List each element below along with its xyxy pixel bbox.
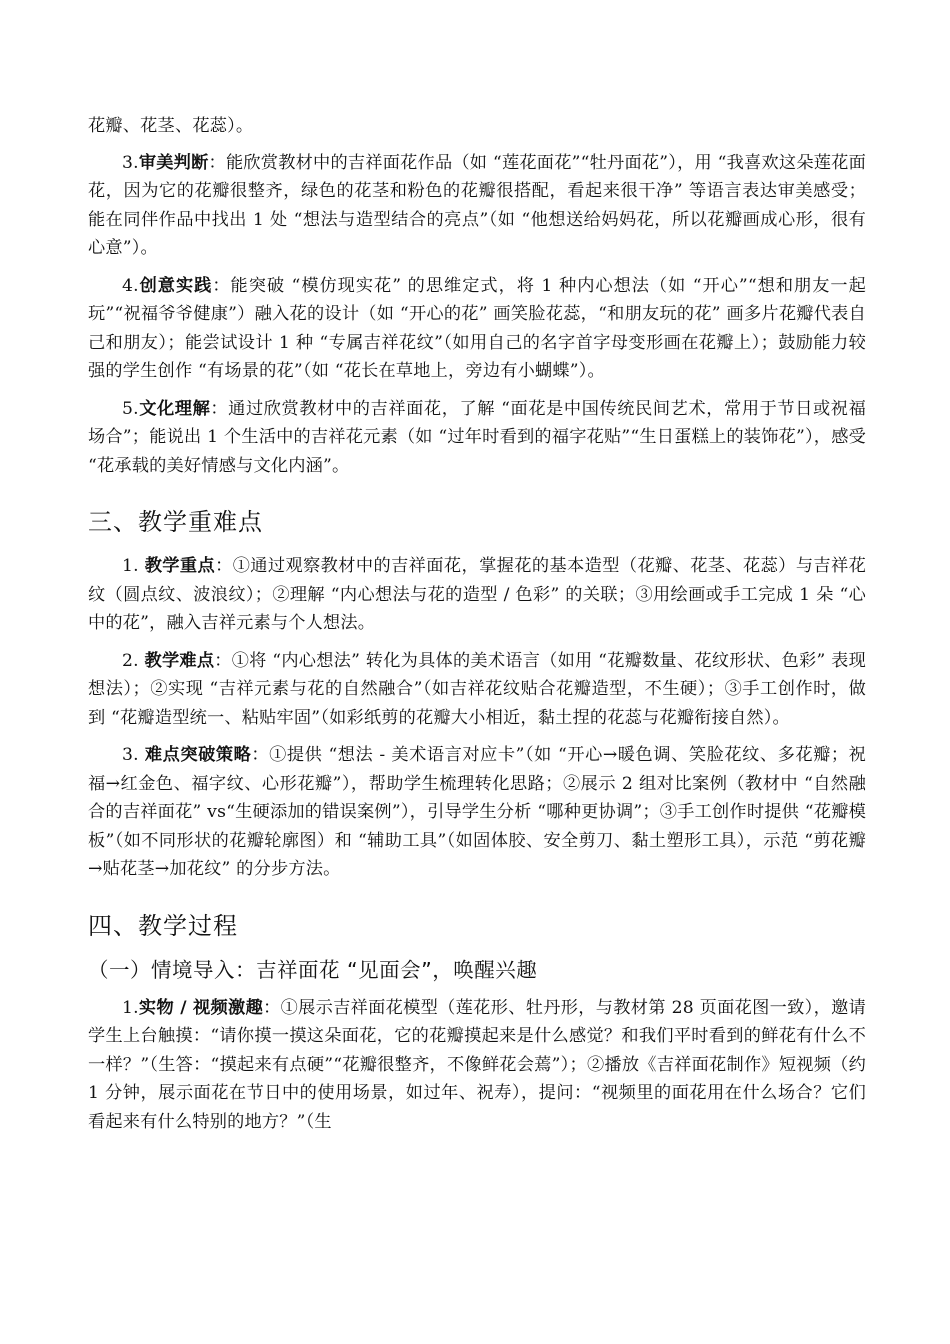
item-text: ：通过欣赏教材中的吉祥面花，了解 “面花是中国传统民间艺术，常用于节日或祝福场合”；能说出 1 个生活中的吉祥花元素（如 “过年时看到的福字花贴”“生日蛋糕上的装饰花”），感受 “花承载的美好情感与文化内涵”。 (88, 398, 866, 476)
item-text: ：①展示吉祥面花模型（莲花形、牡丹形，与教材第 28 页面花图一致），邀请学生上台触摸：“请你摸一摸这朵面花，它的花瓣摸起来是什么感觉？和我们平时看到的鲜花有什么不一样？”（生答：“摸起来有点硬”“花瓣很整齐，不像鲜花会蔫”）；②播放《吉祥面花制作》短视频（约 1 分钟，展示面花在节日中的使用场景，如过年、祝寿），提问：“视频里的面花用在什么场合？它们看起来有什么特别的地方？”（生 (88, 997, 866, 1132)
objective-item-creative (88, 272, 866, 386)
item-number: 1. (122, 556, 145, 576)
item-label: 创意实践 (138, 275, 213, 296)
item-label: 文化理解 (138, 398, 211, 419)
objective-item-culture (88, 395, 866, 481)
item-number: 4. (122, 275, 139, 296)
key-point-item (88, 552, 866, 638)
item-text: ：能突破 “模仿现实花” 的思维定式，将 1 种内心想法（如 “开心”“想和朋友一起玩”“祝福爷爷健康”）融入花的设计（如 “开心的花” 画笑脸花蕊，“和朋友玩的花” 画多片花瓣代表自己和朋友）；能尝试设计 1 种 “专属吉祥花纹”（如用自己的名字首字母变形画在花瓣上）；鼓励能力较强的学生创作 “有场景的花”（如 “花长在草地上，旁边有小蝴蝶”）。 (88, 275, 866, 381)
section-heading-key-points: 三、教学重难点 (88, 508, 263, 536)
item-number: 3. (122, 152, 139, 173)
item-number: 2. (122, 650, 145, 671)
strategy-item (88, 741, 866, 884)
item-text: ：①将 “内心想法” 转化为具体的美术语言（如用 “花瓣数量、花纹形状、色彩” 表现想法）；②实现 “吉祥元素与花的自然融合”（如吉祥花纹贴合花瓣造型，不生硬）；③手工创作时，做到 “花瓣造型统一、粘贴牢固”（如彩纸剪的花瓣大小相近，黏土捏的花蕊与花瓣衔接自然）。 (88, 650, 866, 728)
item-label: 难点突破策略 (144, 745, 252, 765)
item-label: 教学重点 (144, 556, 216, 576)
process-item (88, 994, 866, 1137)
item-label: 教学难点 (144, 650, 215, 671)
objective-item-aesthetic (88, 149, 866, 263)
document-page (88, 112, 866, 1145)
item-number: 5. (122, 398, 139, 419)
item-label: 实物 / 视频激趣 (138, 997, 264, 1018)
sub-heading-intro: （一）情境导入：吉祥面花 “见面会”，唤醒兴趣 (88, 957, 538, 982)
continuation-text: 花瓣、花茎、花蕊）。 (88, 116, 254, 136)
item-number: 1. (122, 997, 139, 1018)
item-text: ：①通过观察教材中的吉祥面花，掌握花的基本造型（花瓣、花茎、花蕊）与吉祥花纹（圆点纹、波浪纹）；②理解 “内心想法与花的造型 / 色彩” 的关联；③用绘画或手工完成 1 朵 “心中的花”，融入吉祥元素与个人想法。 (88, 556, 867, 633)
item-text: ：能欣赏教材中的吉祥面花作品（如 “莲花面花”“牡丹面花”），用 “我喜欢这朵莲花面花，因为它的花瓣很整齐，绿色的花茎和粉色的花瓣很搭配，看起来很干净” 等语言表达审美感受；能在同伴作品中找出 1 处 “想法与造型结合的亮点”（如 “他想送给妈妈花，所以花瓣画成心形，很有心意”）。 (88, 152, 866, 258)
section-heading-process: 四、教学过程 (88, 911, 238, 940)
item-text: ：①提供 “想法 - 美术语言对应卡”（如 “开心→暖色调、笑脸花纹、多花瓣；祝福→红金色、福字纹、心形花瓣”），帮助学生梳理转化思路；②展示 2 组对比案例（教材中 “自然融合的吉祥面花” vs“生硬添加的错误案例”），引导学生分析 “哪种更协调”；③手工创作时提供 “花瓣模板”（如不同形状的花瓣轮廓图）和 “辅助工具”（如固体胶、安全剪刀、黏土塑形工具），示范 “剪花瓣→贴花茎→加花纹” 的分步方法。 (88, 745, 867, 879)
item-number: 3. (122, 745, 145, 765)
item-label: 审美判断 (138, 152, 209, 173)
difficulty-item (88, 647, 866, 733)
